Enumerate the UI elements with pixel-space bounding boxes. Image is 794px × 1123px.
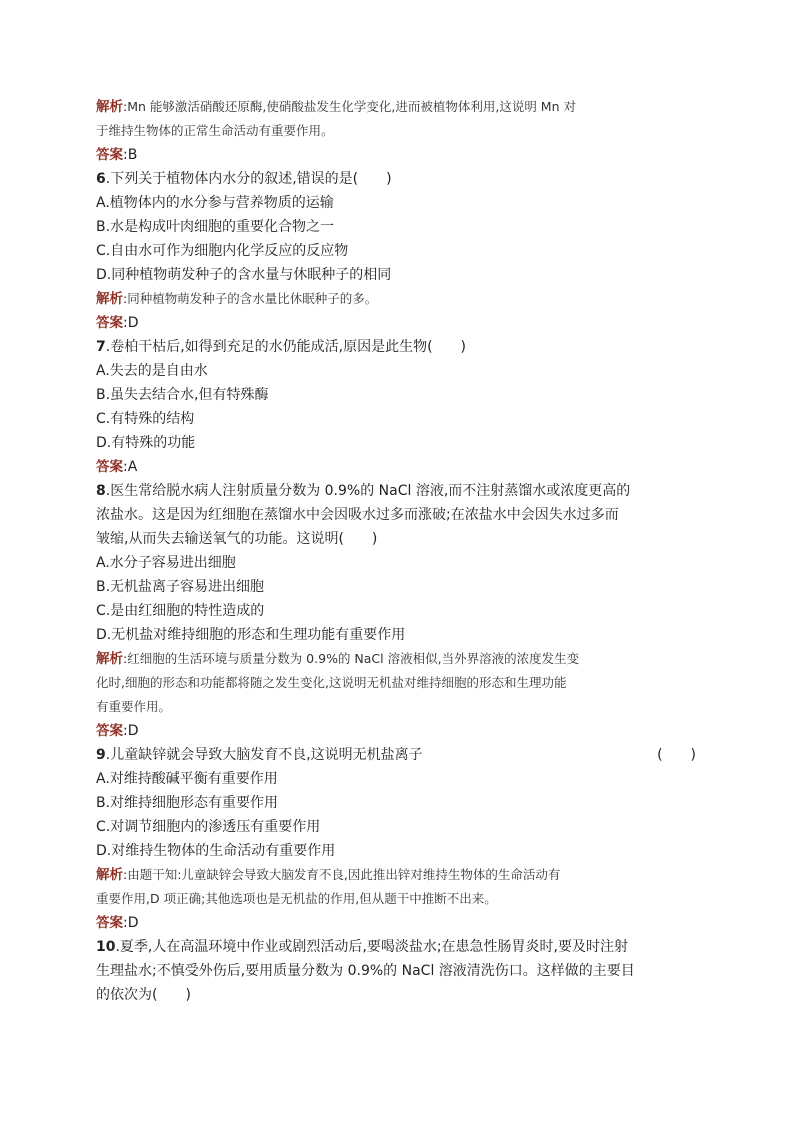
analysis-line (96, 647, 698, 671)
analysis-tag: 解析 (96, 651, 123, 667)
analysis-line (96, 287, 698, 311)
analysis-text: :同种植物萌发种子的含水量比休眠种子的多。 (123, 291, 378, 306)
question-number: 9 (96, 747, 106, 763)
option-c: C.自由水可作为细胞内化学反应的反应物 (96, 243, 349, 259)
answer-line (96, 911, 698, 935)
answer-text: :B (123, 147, 138, 163)
answer-tag: 答案 (96, 315, 123, 331)
option-a: A.水分子容易进出细胞 (96, 555, 236, 571)
question-text-line: 浓盐水。这是因为红细胞在蒸馏水中会因吸水过多而涨破;在浓盐水中会因失水过多而 (96, 507, 619, 523)
answer-tag: 答案 (96, 147, 123, 163)
question-number: 6 (96, 171, 106, 187)
option-a: A.失去的是自由水 (96, 363, 208, 379)
question-stem (96, 479, 698, 503)
option-c: C.有特殊的结构 (96, 411, 195, 427)
analysis-text: :由题干知:儿童缺锌会导致大脑发育不良,因此推出锌对维持生物体的生命活动有 (123, 867, 561, 882)
answer-tag: 答案 (96, 915, 123, 931)
option-c: C.是由红细胞的特性造成的 (96, 603, 265, 619)
question-stem (96, 935, 698, 959)
question-number: 10 (96, 939, 116, 955)
analysis-line: 重要作用,D 项正确;其他选项也是无机盐的作用,但从题干中推断不出来。 (96, 891, 497, 906)
option-a: A.植物体内的水分参与营养物质的运输 (96, 195, 334, 211)
question-text-line: 皱缩,从而失去输送氧气的功能。这说明( ) (96, 531, 378, 547)
question-text: .医生常给脱水病人注射质量分数为 0.9%的 NaCl 溶液,而不注射蒸馏水或浓度更高的 (105, 483, 631, 499)
answer-text: :D (123, 315, 139, 331)
question-stem (96, 335, 698, 359)
question-number: 7 (96, 339, 106, 355)
option-b: B.对维持细胞形态有重要作用 (96, 795, 279, 811)
answer-text: :D (123, 915, 139, 931)
answer-text: :D (123, 723, 139, 739)
question-text-line: 的依次为( ) (96, 987, 191, 1003)
analysis-line: 于维持生物体的正常生命活动有重要作用。 (96, 123, 334, 138)
question-stem (96, 743, 698, 767)
question-text: .下列关于植物体内水分的叙述,错误的是( ) (105, 171, 392, 187)
question-number: 8 (96, 483, 106, 499)
option-b: B.无机盐离子容易进出细胞 (96, 579, 265, 595)
analysis-tag: 解析 (96, 99, 123, 115)
answer-line (96, 455, 698, 479)
answer-line (96, 311, 698, 335)
answer-tag: 答案 (96, 459, 123, 475)
analysis-text: :Mn 能够激活硝酸还原酶,使硝酸盐发生化学变化,进而被植物体利用,这说明 Mn 对 (123, 99, 576, 114)
answer-line (96, 719, 698, 743)
analysis-line (96, 863, 698, 887)
answer-line (96, 143, 698, 167)
option-d: D.有特殊的功能 (96, 435, 196, 451)
question-text-line: 生理盐水;不慎受外伤后,要用质量分数为 0.9%的 NaCl 溶液清洗伤口。这样做的主要目 (96, 963, 635, 979)
analysis-line: 化时,细胞的形态和功能都将随之发生变化,这说明无机盐对维持细胞的形态和生理功能 (96, 675, 567, 690)
analysis-line (96, 95, 698, 119)
option-d: D.无机盐对维持细胞的形态和生理功能有重要作用 (96, 627, 406, 643)
option-b: B.水是构成叶肉细胞的重要化合物之一 (96, 219, 335, 235)
answer-tag: 答案 (96, 723, 123, 739)
option-a: A.对维持酸碱平衡有重要作用 (96, 771, 278, 787)
question-text: .卷柏干枯后,如得到充足的水仍能成活,原因是此生物( ) (105, 339, 467, 355)
option-b: B.虽失去结合水,但有特殊酶 (96, 387, 269, 403)
analysis-tag: 解析 (96, 867, 123, 883)
analysis-text: :红细胞的生活环境与质量分数为 0.9%的 NaCl 溶液相似,当外界溶液的浓度发生变 (123, 651, 580, 666)
option-c: C.对调节细胞内的渗透压有重要作用 (96, 819, 321, 835)
analysis-tag: 解析 (96, 291, 123, 307)
answer-blank: ( ) (657, 747, 696, 763)
option-d: D.对维持生物体的生命活动有重要作用 (96, 843, 336, 859)
question-text: .夏季,人在高温环境中作业或剧烈活动后,要喝淡盐水;在患急性肠胃炎时,要及时注射 (115, 939, 628, 955)
question-text: .儿童缺锌就会导致大脑发育不良,这说明无机盐离子 (105, 747, 423, 763)
option-d: D.同种植物萌发种子的含水量与休眠种子的相同 (96, 267, 392, 283)
analysis-line: 有重要作用。 (96, 699, 172, 714)
answer-text: :A (123, 459, 138, 475)
question-stem (96, 167, 698, 191)
